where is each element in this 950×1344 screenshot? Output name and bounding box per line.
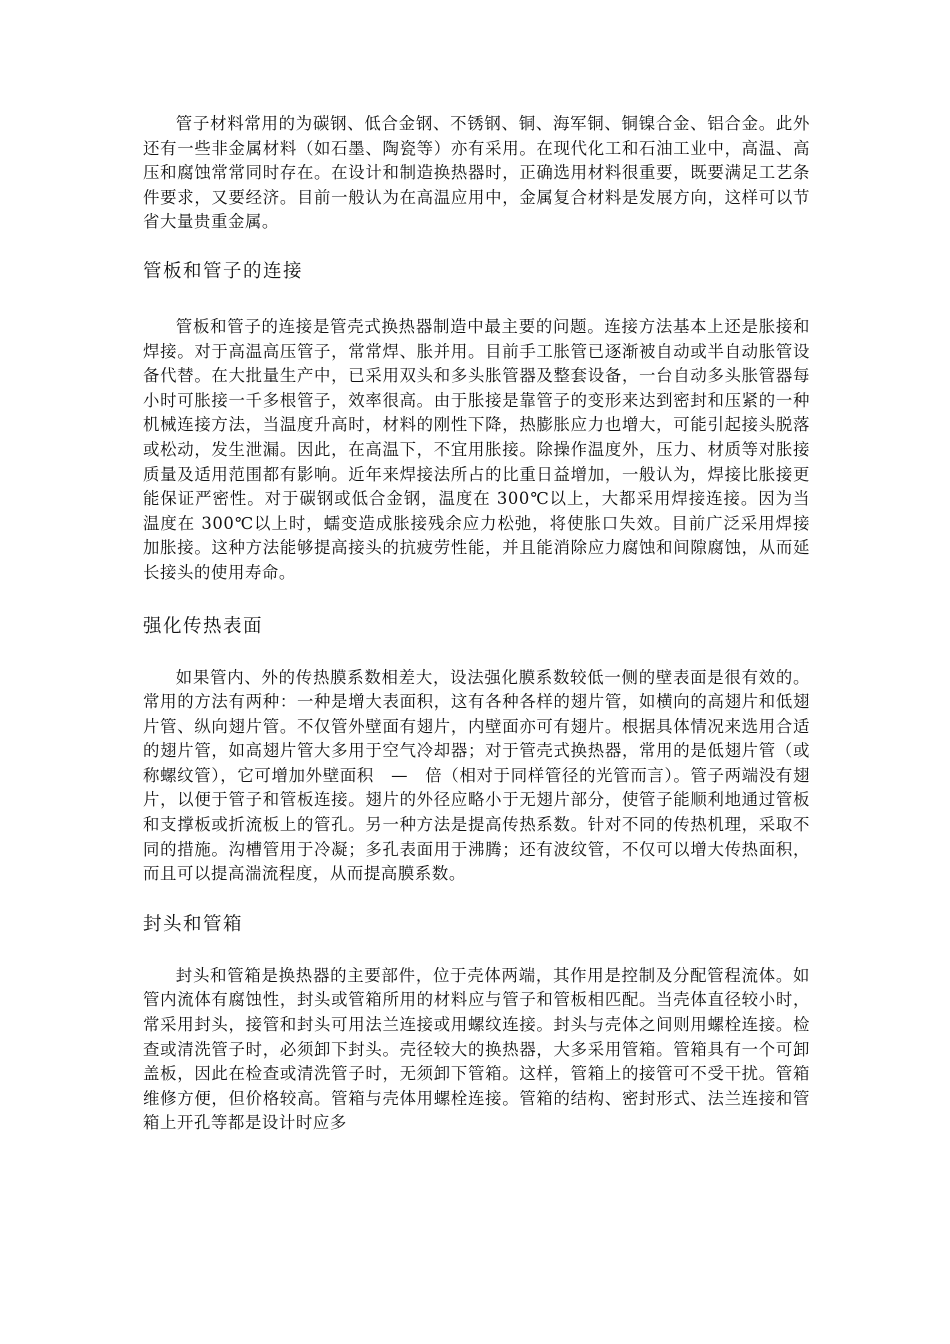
heading-tubesheet-tube-connection: 管板和管子的连接	[143, 260, 304, 282]
paragraph-tubesheet-tube-connection: 管板和管子的连接是管壳式换热器制造中最主要的问题。连接方法基本上还是胀接和焊接。对于高温高压管子，常常焊、胀并用。目前手工胀管已逐渐被自动或半自动胀管设备代替。在大批量生产中，已采用双头和多头胀管器及整套设备，一台自动多头胀管器每小时可胀接一千多根管子，效率很高。由于胀接是靠管子的变形来达到密封和压紧的一种机械连接方法，当温度升高时，材料的刚性下降，热膨胀应力也增大，可能引起接头脱落或松动，发生泄漏。因此，在高温下，不宜用胀接。除操作温度外，压力、材质等对胀接质量及适用范围都有影响。近年来焊接法所占的比重日益增加，一般认为，焊接比胀接更能保证严密性。对于碳钢或低合金钢，温度在 300℃以上，大都采用焊接连接。因为当温度在 300℃以上时，蠕变造成胀接残余应力松弛，将使胀口失效。目前广泛采用焊接加胀接。这种方法能够提高接头的抗疲劳性能，并且能消除应力腐蚀和间隙腐蚀，从而延长接头的使用寿命。	[143, 316, 810, 582]
paragraph-tube-materials: 管子材料常用的为碳钢、低合金钢、不锈钢、铜、海军铜、铜镍合金、铝合金。此外还有一些非金属材料（如石墨、陶瓷等）亦有采用。在现代化工和石油工业中，高温、高压和腐蚀常常同时存在。在设计和制造换热器时，正确选用材料很重要，既要满足工艺条件要求，又要经济。目前一般认为在高温应用中，金属复合材料是发展方向，这样可以节省大量贵重金属。	[143, 114, 810, 232]
paragraph-enhanced-heat-transfer: 如果管内、外的传热膜系数相差大，设法强化膜系数较低一侧的壁表面是很有效的。常用的方法有两种：一种是增大表面积，这有各种各样的翅片管，如横向的高翅片和低翅片管、纵向翅片管。不仅管外壁面有翅片，内壁面亦可有翅片。根据具体情况来选用合适的翅片管，如高翅片管大多用于空气冷却器；对于管壳式换热器，常用的是低翅片管（或称螺纹管），它可增加外壁面积 — 倍（相对于同样管径的光管而言）。管子两端没有翅片，以便于管子和管板连接。翅片的外径应略小于无翅片部分，使管子能顺利地通过管板和支撑板或折流板上的管孔。另一种方法是提高传热系数。针对不同的传热机理，采取不同的措施。沟槽管用于冷凝；多孔表面用于沸腾；还有波纹管，不仅可以增大传热面积，而且可以提高湍流程度，从而提高膜系数。	[143, 667, 810, 884]
document-page	[143, 112, 810, 1136]
heading-heads-and-channels: 封头和管箱	[143, 913, 244, 935]
paragraph-heads-and-channels: 封头和管箱是换热器的主要部件，位于壳体两端，其作用是控制及分配管程流体。如管内流体有腐蚀性，封头或管箱所用的材料应与管子和管板相匹配。当壳体直径较小时，常采用封头，接管和封头可用法兰连接或用螺纹连接。封头与壳体之间则用螺栓连接。检查或清洗管子时，必须卸下封头。壳径较大的换热器，大多采用管箱。管箱具有一个可卸盖板，因此在检查或清洗管子时，无须卸下管箱。这样，管箱上的接管可不受干扰。管箱维修方便，但价格较高。管箱与壳体用螺栓连接。管箱的结构、密封形式、法兰连接和管箱上开孔等都是设计时应多	[143, 965, 810, 1133]
heading-enhanced-heat-transfer: 强化传热表面	[143, 615, 264, 637]
